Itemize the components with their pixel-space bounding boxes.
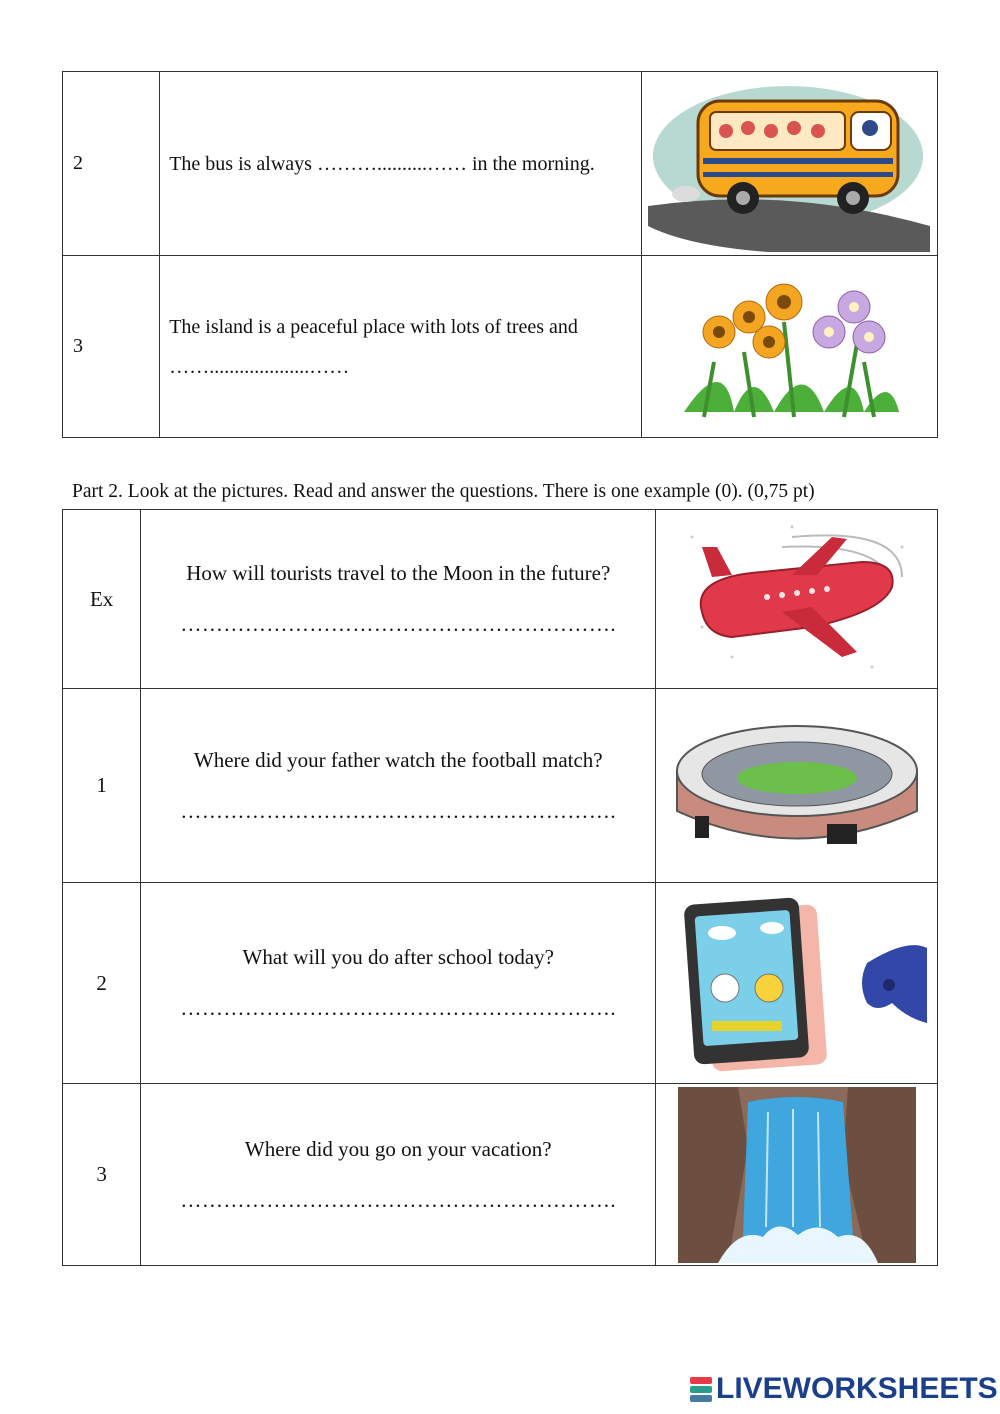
- question-text: What will you do after school today?: [242, 945, 554, 969]
- part2-heading: Part 2. Look at the pictures. Read and answer the questions. There is one example (0). (0,75 pt): [72, 481, 815, 502]
- table-row: [63, 883, 938, 1084]
- question-cell: [141, 689, 656, 883]
- table-row: [63, 689, 938, 883]
- tablet-game-image: [656, 883, 938, 1084]
- sentence-text: The island is a peaceful place with lots of trees and ……....................……: [160, 256, 641, 438]
- answer-line[interactable]: …………………………………………………….: [180, 996, 617, 1020]
- answer-line[interactable]: …………………………………………………….: [180, 798, 617, 823]
- plane-image: [656, 510, 938, 689]
- row-number: 3: [63, 256, 160, 438]
- question-text: Where did you go on your vacation?: [244, 1136, 552, 1161]
- row-number: 2: [63, 72, 160, 256]
- table-row: [63, 72, 938, 256]
- row-number: 1: [63, 689, 141, 883]
- row-number: 2: [63, 883, 141, 1084]
- row-number: Ex: [63, 510, 141, 689]
- part2-table: [62, 509, 938, 1266]
- logo-mark-icon: [690, 1376, 712, 1403]
- part1-table: [62, 71, 938, 438]
- row-number: 3: [63, 1084, 141, 1266]
- answer-line[interactable]: …………………………………………………….: [180, 612, 617, 636]
- table-row: [63, 1084, 938, 1266]
- question-text: Where did your father watch the football match?: [193, 747, 603, 772]
- stadium-image: [656, 689, 938, 883]
- sentence-text: The bus is always ………..........…… in the morning.: [160, 72, 641, 256]
- table-row: [63, 510, 938, 689]
- question-cell: [141, 510, 656, 689]
- logo-text: LIVEWORKSHEETS: [716, 1372, 998, 1405]
- liveworksheets-logo: [690, 1372, 998, 1406]
- question-cell: [141, 1084, 656, 1266]
- answer-line[interactable]: …………………………………………………….: [180, 1187, 617, 1212]
- waterfall-image: [656, 1084, 938, 1266]
- question-cell: [141, 883, 656, 1084]
- question-text: How will tourists travel to the Moon in the future?: [186, 561, 611, 585]
- table-row: [63, 256, 938, 438]
- flowers-image: [641, 256, 937, 438]
- school-bus-image: [641, 72, 937, 256]
